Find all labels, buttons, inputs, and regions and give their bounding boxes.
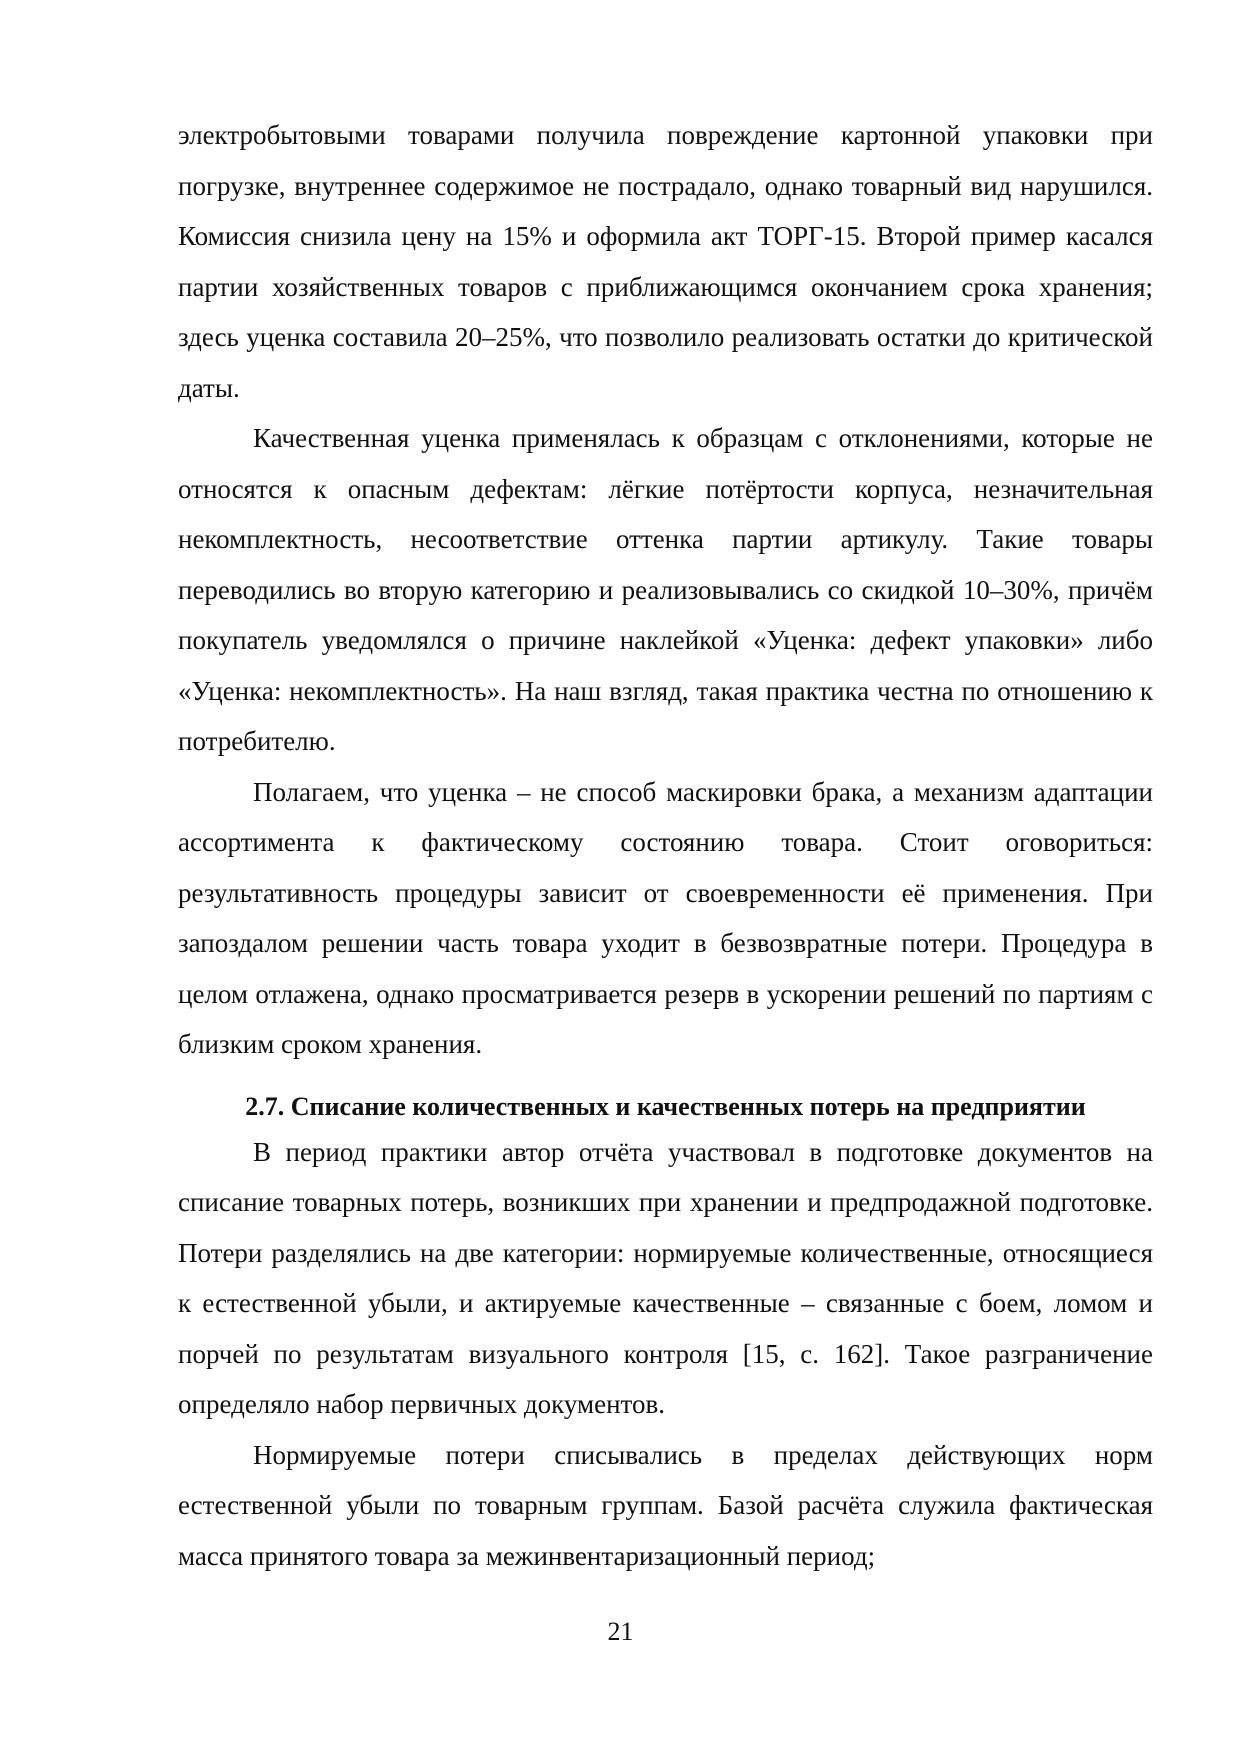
paragraph-markdown-conclusion: Полагаем, что уценка – не способ маскировки брака, а механизм адаптации ассортимента к фактическому состоянию товара. Стоит оговориться: результативность процедуры зависит от своевременности её применения. При запоздалом решении часть товара уходит в безвозвратные потери. Процедура в целом отлажена, однако просматривается резерв в ускорении решений по партиям с близким сроком хранения. bbox=[178, 776, 1153, 1059]
section-heading: 2.7. Списание количественных и качественных потерь на предприятии bbox=[245, 1091, 1086, 1121]
paragraph-writeoff-intro: В период практики автор отчёта участвовал в подготовке документов на списание товарных потерь, возникших при хранении и предпродажной подготовке. Потери разделялись на две категории: нормируемые количественные, относящиеся к естественной убыли, и актируемые качественные – связанные с боем, ломом и порчей по результатам визуального контроля [15, с. 162]. Такое разграничение определяло набор первичных документов. bbox=[178, 1136, 1153, 1419]
paragraph-quality-markdown: Качественная уценка применялась к образцам с отклонениями, которые не относятся к опасным дефектам: лёгкие потёртости корпуса, незначительная некомплектность, несоответствие оттенка партии артикулу. Такие товары переводились во вторую категорию и реализовывались со скидкой 10–30%, причём покупатель уведомлялся о причине наклейкой «Уценка: дефект упаковки» либо «Уценка: некомплектность». На наш взгляд, такая практика честна по отношению к потребителю. bbox=[178, 423, 1153, 756]
paragraph-normalized-losses: Нормируемые потери списывались в пределах действующих норм естественной убыли по товарным группам. Базой расчёта служила фактическая масса принятого товара за межинвентаризационный период; bbox=[178, 1439, 1153, 1571]
page-number: 21 bbox=[607, 1617, 634, 1646]
document-page bbox=[178, 110, 1153, 1581]
paragraph-continuation: электробытовыми товарами получила повреждение картонной упаковки при погрузке, внутреннее содержимое не пострадало, однако товарный вид нарушился. Комиссия снизила цену на 15% и оформила акт ТОРГ-15. Второй пример касался партии хозяйственных товаров с приближающимся окончанием срока хранения; здесь уценка составила 20–25%, что позволило реализовать остатки до критической даты. bbox=[178, 120, 1153, 403]
